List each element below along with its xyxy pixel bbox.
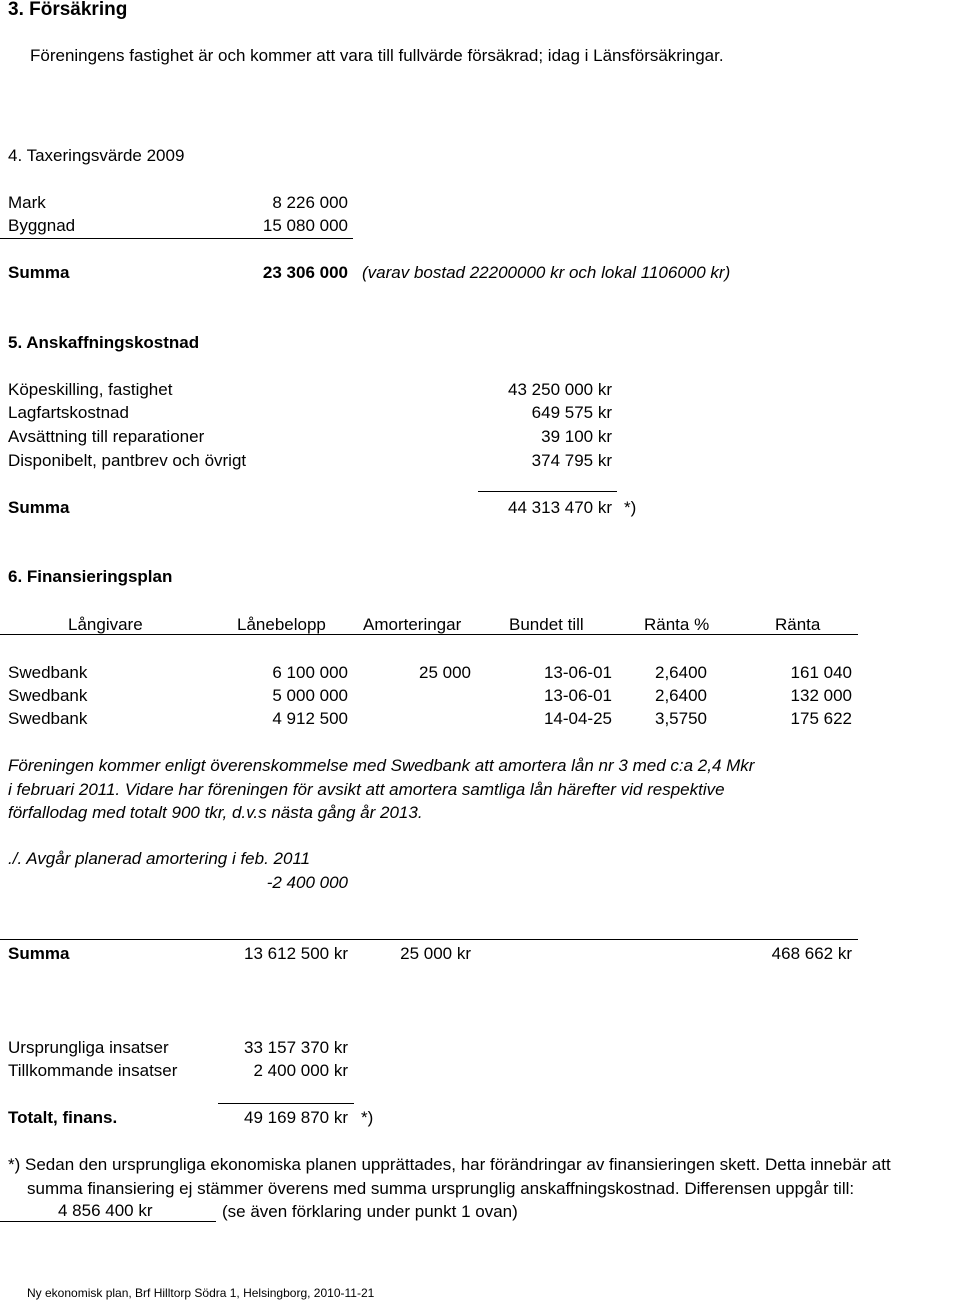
total-finans-mark: *) bbox=[361, 1108, 374, 1127]
loan-lender: Swedbank bbox=[8, 686, 88, 705]
mark-value: 8 226 000 bbox=[272, 193, 348, 212]
page-footer: Ny ekonomisk plan, Brf Hilltorp Södra 1, Helsingborg, 2010-11-21 bbox=[27, 1286, 375, 1300]
deduction-value: -2 400 000 bbox=[266, 873, 348, 892]
section-5-heading: 5. Anskaffningskostnad bbox=[8, 333, 200, 352]
cost-value-2: 649 575 kr bbox=[531, 403, 612, 422]
loan-amount: 5 000 000 bbox=[272, 686, 348, 705]
deduction-label: ./. Avgår planerad amortering i feb. 2011 bbox=[8, 849, 311, 868]
footnote-line-2: summa finansiering ej stämmer överens med summa ursprunglig anskaffningskostnad. Differensen uppgår till: bbox=[27, 1179, 855, 1198]
loan-interest: 161 040 bbox=[790, 663, 852, 682]
loan-bound-until: 13-06-01 bbox=[543, 686, 612, 705]
loan-table-header-rule bbox=[0, 634, 858, 635]
cost-label-3: Avsättning till reparationer bbox=[8, 427, 205, 446]
insats-value-1: 33 157 370 kr bbox=[244, 1038, 348, 1057]
loan-interest: 132 000 bbox=[790, 686, 852, 705]
insats-rule bbox=[218, 1103, 354, 1104]
cost-value-1: 43 250 000 kr bbox=[508, 380, 612, 399]
byggnad-label: Byggnad bbox=[8, 216, 76, 235]
section-3-heading: 3. Försäkring bbox=[8, 0, 128, 20]
loan-amount: 4 912 500 bbox=[272, 709, 348, 728]
difference-rule bbox=[0, 1221, 216, 1222]
cost-label-4: Disponibelt, pantbrev och övrigt bbox=[8, 451, 247, 470]
loan-rate: 2,6400 bbox=[655, 663, 707, 682]
difference-note: (se även förklaring under punkt 1 ovan) bbox=[222, 1202, 518, 1221]
cost-value-3: 39 100 kr bbox=[541, 427, 612, 446]
loan-sum-amount: 13 612 500 kr bbox=[244, 944, 348, 963]
section-4-sum-note: (varav bostad 22200000 kr och lokal 1106000 kr) bbox=[362, 263, 731, 282]
col-interest: Ränta bbox=[775, 615, 821, 634]
total-finans-value: 49 169 870 kr bbox=[244, 1108, 348, 1127]
section-4-rule bbox=[0, 238, 353, 239]
section-5-sum-mark: *) bbox=[624, 498, 637, 517]
loan-note-line-2: i februari 2011. Vidare har föreningen för avsikt att amortera samtliga lån härefter vid respektive bbox=[8, 780, 725, 799]
loan-bound-until: 13-06-01 bbox=[543, 663, 612, 682]
cost-value-4: 374 795 kr bbox=[531, 451, 612, 470]
col-bound-until: Bundet till bbox=[509, 615, 584, 634]
total-finans-label: Totalt, finans. bbox=[8, 1108, 118, 1127]
col-rate-percent: Ränta % bbox=[644, 615, 710, 634]
section-3-text: Föreningens fastighet är och kommer att vara till fullvärde försäkrad; idag i Länsförsäkringar. bbox=[30, 46, 724, 65]
loan-lender: Swedbank bbox=[8, 709, 88, 728]
byggnad-value: 15 080 000 bbox=[262, 216, 348, 235]
loan-sum-amortization: 25 000 kr bbox=[400, 944, 471, 963]
col-lender: Långivare bbox=[68, 615, 143, 634]
loan-sum-label: Summa bbox=[8, 944, 70, 963]
footnote-line-1: *) Sedan den ursprungliga ekonomiska planen upprättades, har förändringar av finansieringen skett. Detta innebär att bbox=[8, 1155, 891, 1174]
section-6-heading: 6. Finansieringsplan bbox=[8, 567, 173, 586]
cost-label-1: Köpeskilling, fastighet bbox=[8, 380, 173, 399]
loan-rate: 2,6400 bbox=[655, 686, 707, 705]
loan-note-line-3: förfallodag med totalt 900 tkr, d.v.s nästa gång år 2013. bbox=[8, 803, 423, 822]
section-4-sum-value: 23 306 000 bbox=[262, 263, 348, 282]
mark-label: Mark bbox=[8, 193, 46, 212]
loan-lender: Swedbank bbox=[8, 663, 88, 682]
insats-label-1: Ursprungliga insatser bbox=[8, 1038, 169, 1057]
difference-value: 4 856 400 kr bbox=[58, 1201, 153, 1220]
section-5-sum-value: 44 313 470 kr bbox=[508, 498, 612, 517]
cost-label-2: Lagfartskostnad bbox=[8, 403, 129, 422]
section-5-sum-label: Summa bbox=[8, 498, 70, 517]
insats-value-2: 2 400 000 kr bbox=[253, 1061, 348, 1080]
col-amount: Lånebelopp bbox=[237, 615, 326, 634]
section-4-sum-label: Summa bbox=[8, 263, 70, 282]
loan-note-line-1: Föreningen kommer enligt överenskommelse med Swedbank att amortera lån nr 3 med c:a 2,4 Mkr bbox=[8, 756, 755, 775]
loan-bound-until: 14-04-25 bbox=[543, 709, 612, 728]
col-amortization: Amorteringar bbox=[363, 615, 462, 634]
section-5-rule bbox=[478, 491, 617, 492]
loan-sum-interest: 468 662 kr bbox=[771, 944, 852, 963]
loan-amount: 6 100 000 bbox=[272, 663, 348, 682]
loan-amortization: 25 000 bbox=[419, 663, 471, 682]
insats-label-2: Tillkommande insatser bbox=[8, 1061, 178, 1080]
loan-interest: 175 622 bbox=[790, 709, 852, 728]
loan-sum-rule bbox=[0, 939, 858, 940]
section-4-heading: 4. Taxeringsvärde 2009 bbox=[8, 146, 185, 165]
loan-rate: 3,5750 bbox=[655, 709, 707, 728]
